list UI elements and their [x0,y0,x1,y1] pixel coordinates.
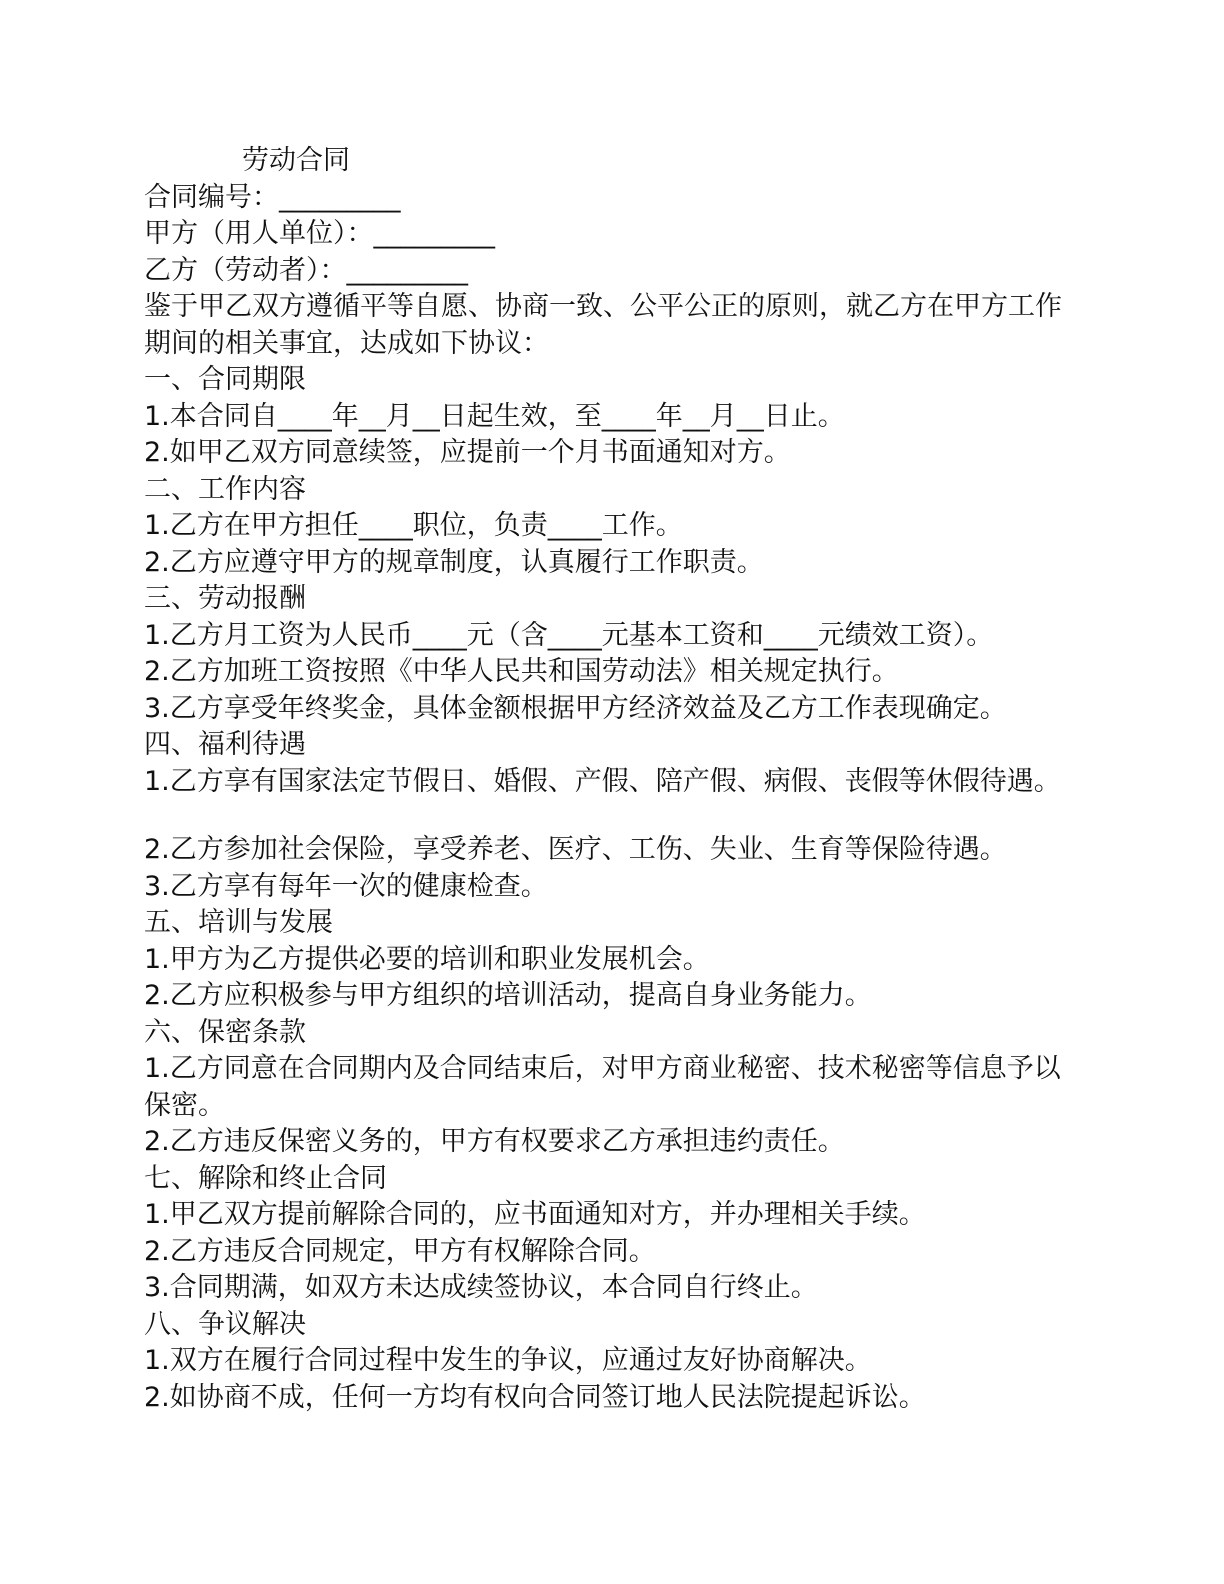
clause-item: 1.双方在履行合同过程中发生的争议，应通过友好协商解决。 [144,1345,872,1376]
clause-item: 1.乙方月工资为人民币____元（含____元基本工资和____元绩效工资）。 [144,619,994,651]
preamble-paragraph: 鉴于甲乙双方遵循平等自愿、协商一致、公平公正的原则，就乙方在甲方工作期间的相关事宜，达成如下协议： [144,291,1062,359]
clause-item: 3.乙方享受年终奖金，具体金额根据甲方经济效益及乙方工作表现确定。 [144,692,1007,724]
document-title: 劳动合同 [242,145,350,176]
section-heading: 六、保密条款 [144,1016,306,1048]
section-confidentiality [144,1015,1084,1161]
clause-item: 2.乙方参加社会保险，享受养老、医疗、工伤、失业、生育等保险待遇。 [144,834,1007,865]
clause-item: 1.本合同自____年__月__日起生效，至____年__月__日止。 [144,400,845,432]
party-a-field: 甲方（用人单位）：_________ [144,218,495,249]
clause-item: 3.乙方享有每年一次的健康检查。 [144,870,548,902]
section-heading: 五、培训与发展 [144,907,333,938]
party-b-field: 乙方（劳动者）：_________ [144,254,468,286]
section-heading: 一、合同期限 [144,364,306,395]
clause-item: 3.合同期满，如双方未达成续签协议，本合同自行终止。 [144,1272,818,1303]
clause-item: 2.乙方违反合同规定，甲方有权解除合同。 [144,1235,656,1267]
section-remuneration [144,581,1084,727]
clause-item: 2.乙方应遵守甲方的规章制度，认真履行工作职责。 [144,546,764,578]
section-benefits [144,727,1084,905]
clause-item: 2.如甲乙双方同意续签，应提前一个月书面通知对方。 [144,437,791,468]
blank-line [144,800,1084,832]
section-job-content [144,472,1084,582]
clause-item: 1.甲乙双方提前解除合同的，应书面通知对方，并办理相关手续。 [144,1199,926,1230]
clause-item: 2.乙方违反保密义务的，甲方有权要求乙方承担违约责任。 [144,1126,845,1157]
section-dispute [144,1307,1084,1417]
clause-item: 2.如协商不成，任何一方均有权向合同签订地人民法院提起诉讼。 [144,1381,926,1413]
section-heading: 二、工作内容 [144,473,306,505]
clause-item: 1.乙方享有国家法定节假日、婚假、产假、陪产假、病假、丧假等休假待遇。 [144,765,1061,797]
clause-item: 1.甲方为乙方提供必要的培训和职业发展机会。 [144,943,710,975]
section-termination [144,1161,1084,1307]
section-training [144,905,1084,1015]
section-heading: 八、争议解决 [144,1308,306,1340]
clause-item: 1.乙方在甲方担任____职位，负责____工作。 [144,510,683,541]
clause-item: 2.乙方应积极参与甲方组织的培训活动，提高自身业务能力。 [144,980,872,1011]
contract-document [144,143,1084,1416]
section-heading: 四、福利待遇 [144,729,306,760]
clause-item: 1.乙方同意在合同期内及合同结束后，对甲方商业秘密、技术秘密等信息予以保密。 [144,1053,1061,1121]
section-term [144,362,1084,472]
section-heading: 三、劳动报酬 [144,583,306,614]
section-heading: 七、解除和终止合同 [144,1162,387,1194]
clause-item: 2.乙方加班工资按照《中华人民共和国劳动法》相关规定执行。 [144,656,899,687]
contract-number-field: 合同编号：_________ [144,181,401,213]
